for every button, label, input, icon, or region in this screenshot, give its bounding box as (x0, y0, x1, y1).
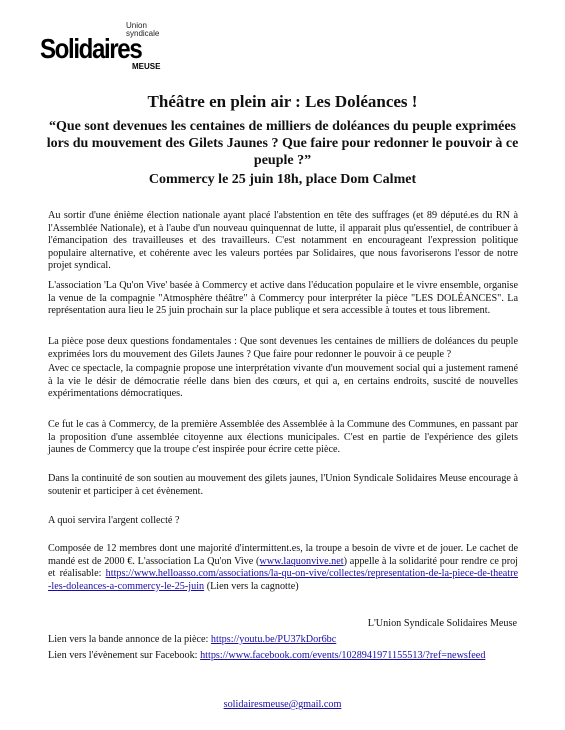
trailer-link[interactable]: https://youtu.be/PU37kDor6bc (210, 634, 337, 645)
solidaires-logo (40, 22, 170, 70)
helloasso-link[interactable]: https://www.helloasso.com/associations/la-qu-on-vive/collectes/representation-de-la-piece-de-theatre-les-doleances-a-commercy-le-25-juin (48, 568, 518, 592)
document-quote: “Que sont devenues les centaines de milliers de doléances du peuple exprimées lors du mouvement des Gilets Jaunes ? Que faire pour redonner le pouvoir à ce peuple ?” (46, 119, 519, 168)
logo-region-text: MEUSE (132, 62, 161, 71)
facebook-link[interactable]: https://www.facebook.com/events/1028941971155513/?ref=newsfeed (200, 650, 486, 661)
logo-union-text: Union (126, 21, 147, 30)
cagnotte-text-c: (Lien vers la cagnotte) (204, 580, 299, 592)
signature: L'Union Syndicale Solidaires Meuse (367, 618, 517, 629)
paragraph-intro: Au sortir d'une énième élection nationale ayant placé l'abstention en tête des suffrages (et 89 député.es du RN à l'Assemblée Nationale), et à l'aube d'un nouveau quinquennat de lutte, il apparait plus qu'essentiel, de contribuer à l'émancipation des travailleuses et des travailleurs. C'est notamment en encourageant l'expression politique populaire alternative, et cohérente avec les valeurs portées par Solidaires, que nous favoriserons l'essor de notre projet syndical. (48, 210, 518, 272)
paragraph-soutien: Dans la continuité de son soutien au mouvement des gilets jaunes, l'Union Syndicale Solidaires Meuse encourage à soutenir et participer à cet évènement. (48, 473, 518, 497)
paragraph-questions: La pièce pose deux questions fondamentales : Que sont devenues les centaines de milliers de doléances du peuple exprimées lors du mouvement des Gilets Jaunes ? Que faire pour redonner le pouvoir à ce peuple ? (48, 336, 518, 360)
event-info: Commercy le 25 juin 18h, place Dom Calmet (148, 172, 417, 187)
cagnotte-text-b: ) appelle à la solidarité pour rendre ce projet réalisable: (48, 555, 519, 580)
trailer-line (48, 634, 336, 645)
facebook-label: Lien vers l'évènement sur Facebook: (48, 650, 201, 661)
paragraph-question-argent: A quoi servira l'argent collecté ? (48, 515, 180, 526)
logo-syndicale-text: syndicale (126, 29, 160, 38)
email-link[interactable]: solidairesmeuse@gmail.com (223, 699, 342, 710)
paragraph-cagnotte (48, 543, 518, 593)
facebook-line (48, 650, 485, 661)
paragraph-association: L'association 'La Qu'on Vive' basée à Commercy et active dans l'éducation populaire et le vivre ensemble, organise la venue de la compagnie "Atmosphère théâtre" à Commercy pour interpréter la pièce "LES DOLÉANCES". La représentation aura lieu le 25 juin prochain sur la place publique et sera accessible à toutes et tous librement. (48, 280, 518, 317)
paragraph-commercy: Ce fut le cas à Commercy, de la première Assemblée des Assemblée à la Commune des Communes, en passant par la proposition d'une assemblée citoyenne aux élections municipales. C'est en partie de l'expérience des gilets jaunes de Commercy que la troupe c'est inspirée pour écrire cette pièce. (48, 419, 518, 456)
logo-brand-text: Solidaires (40, 33, 142, 64)
laquonvive-link[interactable]: www.laquonvive.net (259, 555, 344, 567)
document-title: Théâtre en plein air : Les Doléances ! (147, 92, 418, 111)
contact-email (0, 699, 565, 710)
trailer-label: Lien vers la bande annonce de la pièce: (48, 634, 211, 645)
paragraph-spectacle: Avec ce spectacle, la compagnie propose une interprétation vivante d'un mouvement social qui a justement ramené à la vie le désir de démocratie réelle dans bien des cœurs, et qui a, en certains endroits, suscité de nouvelles expérimentations démocratiques. (48, 363, 518, 400)
cagnotte-text-a: Composée de 12 membres dont une majorité d'intermittent.es, la troupe a besoin de vivre et de jouer. Le cachet demandé est de 2000 €. L'association La Qu'on Vive ( (48, 543, 518, 567)
